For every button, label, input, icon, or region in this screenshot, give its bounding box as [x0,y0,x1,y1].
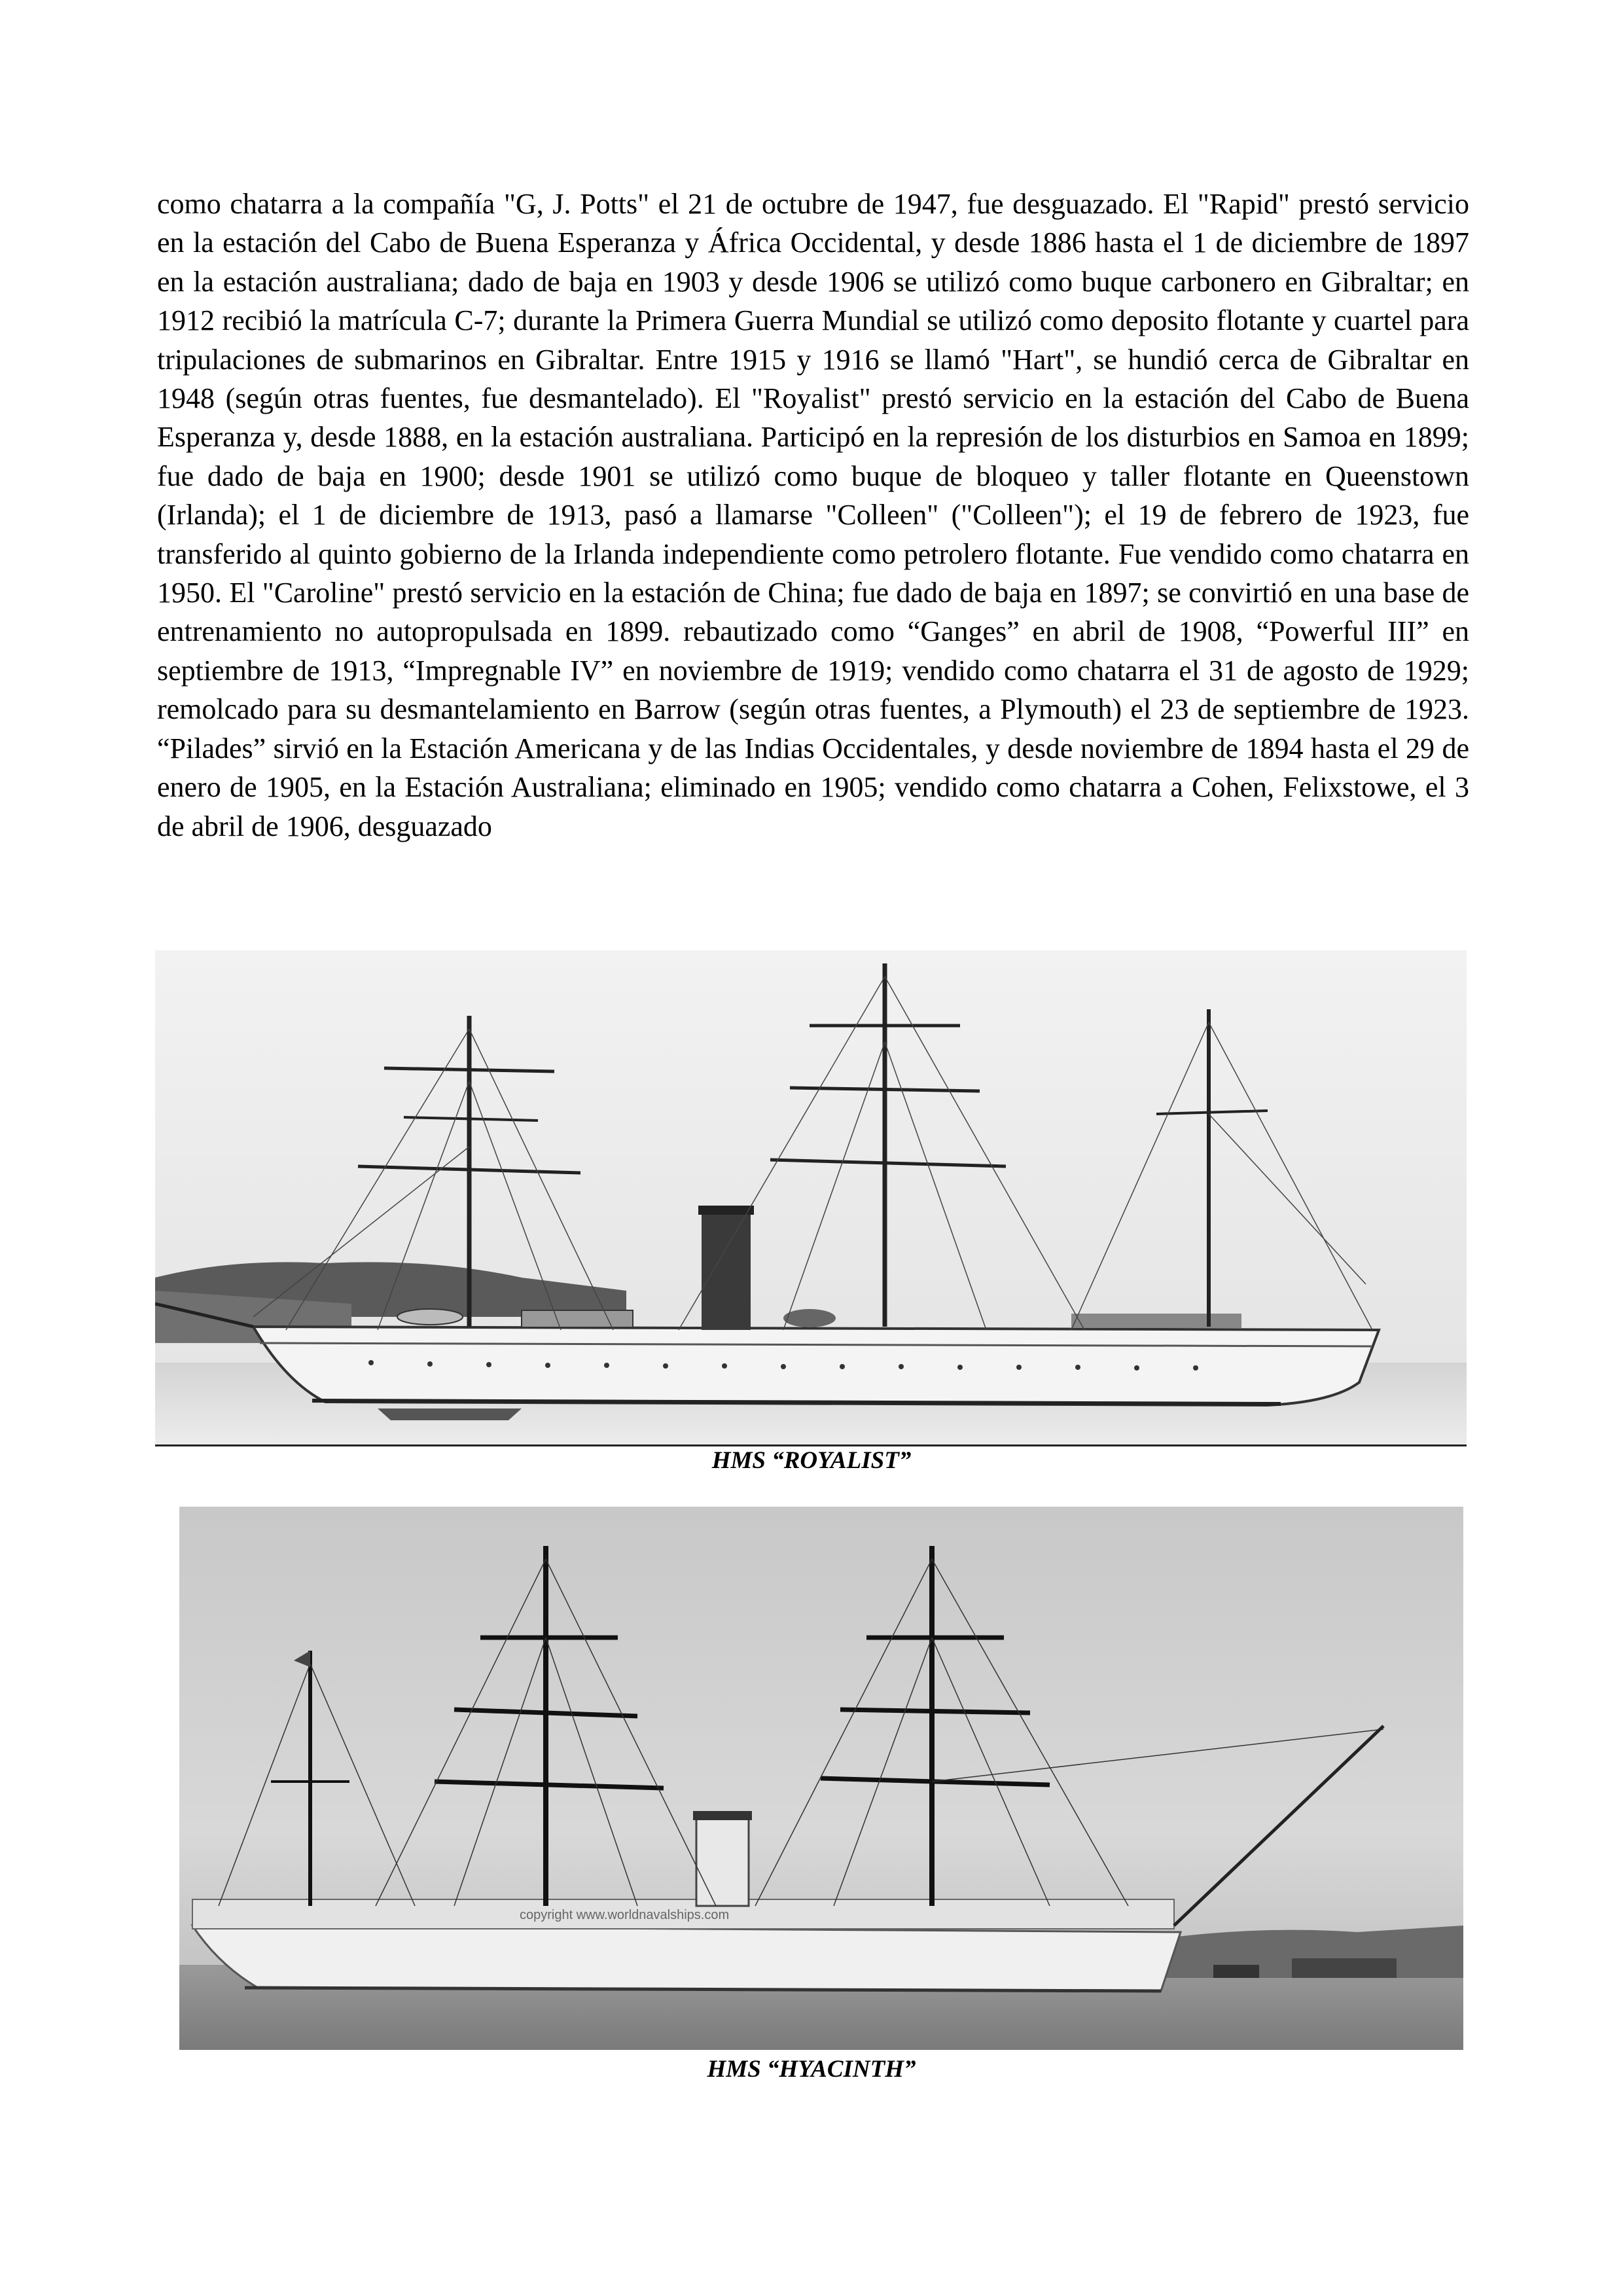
caption-royalist: HMS “ROYALIST” [711,1447,912,1474]
photo-hyacinth [179,1507,1463,2050]
photo-royalist [155,950,1467,1446]
body-paragraph: como chatarra a la compañía "G, J. Potts" el 21 de octubre de 1947, fue desguazado. El "Rapid" prestó servicio en la estación del Cabo de Buena Esperanza y África Occidental, y desde 1886 hasta el 1 de diciembre de 1897 en la estación australiana; dado de baja en 1903 y desde 1906 se utilizó como buque carbonero en Gibraltar; en 1912 recibió la matrícula C-7; durante la Primera Guerra Mundial se utilizó como deposito flotante y cuartel para tripulaciones de submarinos en Gibraltar. Entre 1915 y 1916 se llamó "Hart", se hundió cerca de Gibraltar en 1948 (según otras fuentes, fue desmantelado). El "Royalist" prestó servicio en la estación del Cabo de Buena Esperanza y, desde 1888, en la estación australiana. Participó en la represión de los disturbios en Samoa en 1899; fue dado de baja en 1900; desde 1901 se utilizó como buque de bloqueo y taller flotante en Queenstown (Irlanda); el 1 de diciembre de 1913, pasó a llamarse "Colleen" ("Colleen"); el 19 de febrero de 1923, fue transferido al quinto gobierno de la Irlanda independiente como petrolero flotante. Fue vendido como chatarra en 1950. El "Caroline" prestó servicio en la estación de China; fue dado de baja en 1897; se convirtió en una base de entrenamiento no autopropulsada en 1899. rebautizado como “Ganges” en abril de 1908, “Powerful III” en septiembre de 1913, “Impregnable IV” en noviembre de 1919; vendido como chatarra el 31 de agosto de 1929; remolcado para su desmantelamiento en Barrow (según otras fuentes, a Plymouth) el 23 de septiembre de 1923. “Pilades” sirvió en la Estación Americana y de las Indias Occidentales, y desde noviembre de 1894 hasta el 29 de enero de 1905, en la Estación Australiana; eliminado en 1905; vendido como chatarra a Cohen, Felixstowe, el 3 de abril de 1906, desguazado [157,188,1469,842]
photo-watermark: copyright www.worldnavalships.com [520,1908,730,1922]
caption-hyacinth: HMS “HYACINTH” [707,2056,916,2083]
